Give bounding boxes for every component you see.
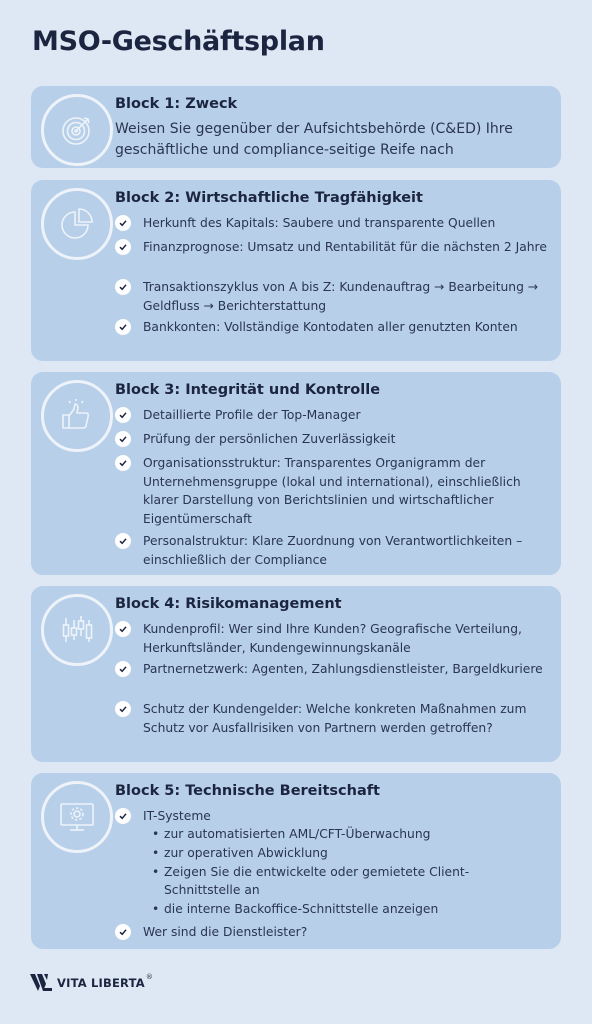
monitor-gear-icon: [41, 781, 113, 853]
check-icon: [115, 701, 131, 717]
check-icon: [115, 533, 131, 549]
target-icon: [41, 94, 113, 166]
block-description: Weisen Sie gegenüber der Aufsichtsbehörde (C&ED) Ihre geschäftliche und compliance-seitige Reife nach: [115, 121, 513, 158]
check-icon: [115, 407, 131, 423]
list-item: Organisationsstruktur: Transparentes Organigramm der Unternehmensgruppe (lokal und international), einschließlich klarer Darstellung von Berichtslinien und wirtschaftlicher Eigentümerschaft: [115, 454, 555, 528]
list-item: Bankkonten: Vollständige Kontodaten aller genutzten Konten: [115, 318, 555, 337]
check-icon: [115, 661, 131, 677]
sub-list-item: • zur operativen Abwicklung: [152, 846, 328, 860]
list-item: Partnernetzwerk: Agenten, Zahlungsdienstleister, Bargeldkuriere: [115, 660, 555, 679]
check-icon: [115, 621, 131, 637]
page-title: MSO-Geschäftsplan: [32, 26, 325, 57]
block-card-3: [31, 372, 561, 575]
list-item: Prüfung der persönlichen Zuverlässigkeit: [115, 430, 555, 449]
block-card-1: [31, 86, 561, 168]
block-card-5: [31, 773, 561, 949]
block-card-4: [31, 586, 561, 762]
list-item: Finanzprognose: Umsatz und Rentabilität für die nächsten 2 Jahre: [115, 238, 555, 257]
check-icon: [115, 319, 131, 335]
sub-list-item: • zur automatisierten AML/CFT-Überwachung: [152, 827, 431, 841]
block-title: Block 4: Risikomanagement: [115, 596, 342, 612]
logo-text: VITA LIBERTA: [57, 976, 145, 990]
block-title: Block 2: Wirtschaftliche Tragfähigkeit: [115, 190, 423, 206]
check-icon: [115, 455, 131, 471]
thumbs-up-icon: [41, 380, 113, 452]
candlestick-icon: [41, 594, 113, 666]
list-item: Kundenprofil: Wer sind Ihre Kunden? Geografische Verteilung, Herkunftsländer, Kundengewinnungskanäle: [115, 620, 555, 657]
list-item: IT-Systeme: [115, 807, 555, 826]
list-item: Wer sind die Dienstleister?: [115, 923, 555, 942]
check-icon: [115, 808, 131, 824]
check-icon: [115, 239, 131, 255]
list-item: Herkunft des Kapitals: Saubere und transparente Quellen: [115, 214, 555, 233]
check-icon: [115, 279, 131, 295]
list-item: Personalstruktur: Klare Zuordnung von Verantwortlichkeiten – einschließlich der Compliance: [115, 532, 555, 569]
check-icon: [115, 431, 131, 447]
check-icon: [115, 924, 131, 940]
list-item: Detaillierte Profile der Top-Manager: [115, 406, 555, 425]
vita-liberta-logo: [30, 974, 153, 992]
logo-mark-icon: [30, 974, 52, 992]
block-card-2: [31, 180, 561, 361]
registered-mark: ®: [145, 973, 153, 981]
list-item: Transaktionszyklus von A bis Z: Kundenauftrag → Bearbeitung → Geldfluss → Berichterstattung: [115, 278, 555, 315]
block-title: Block 3: Integrität und Kontrolle: [115, 382, 381, 398]
pie-chart-icon: [41, 188, 113, 260]
check-icon: [115, 215, 131, 231]
block-title: Block 5: Technische Bereitschaft: [115, 783, 380, 799]
sub-list-item: • Zeigen Sie die entwickelte oder gemietete Client-Schnittstelle an: [152, 865, 470, 897]
block-title: Block 1: Zweck: [115, 96, 238, 112]
sub-list-item: • die interne Backoffice-Schnittstelle anzeigen: [152, 902, 439, 916]
list-item: Schutz der Kundengelder: Welche konkreten Maßnahmen zum Schutz vor Ausfallrisiken von Partnern werden getroffen?: [115, 700, 555, 737]
